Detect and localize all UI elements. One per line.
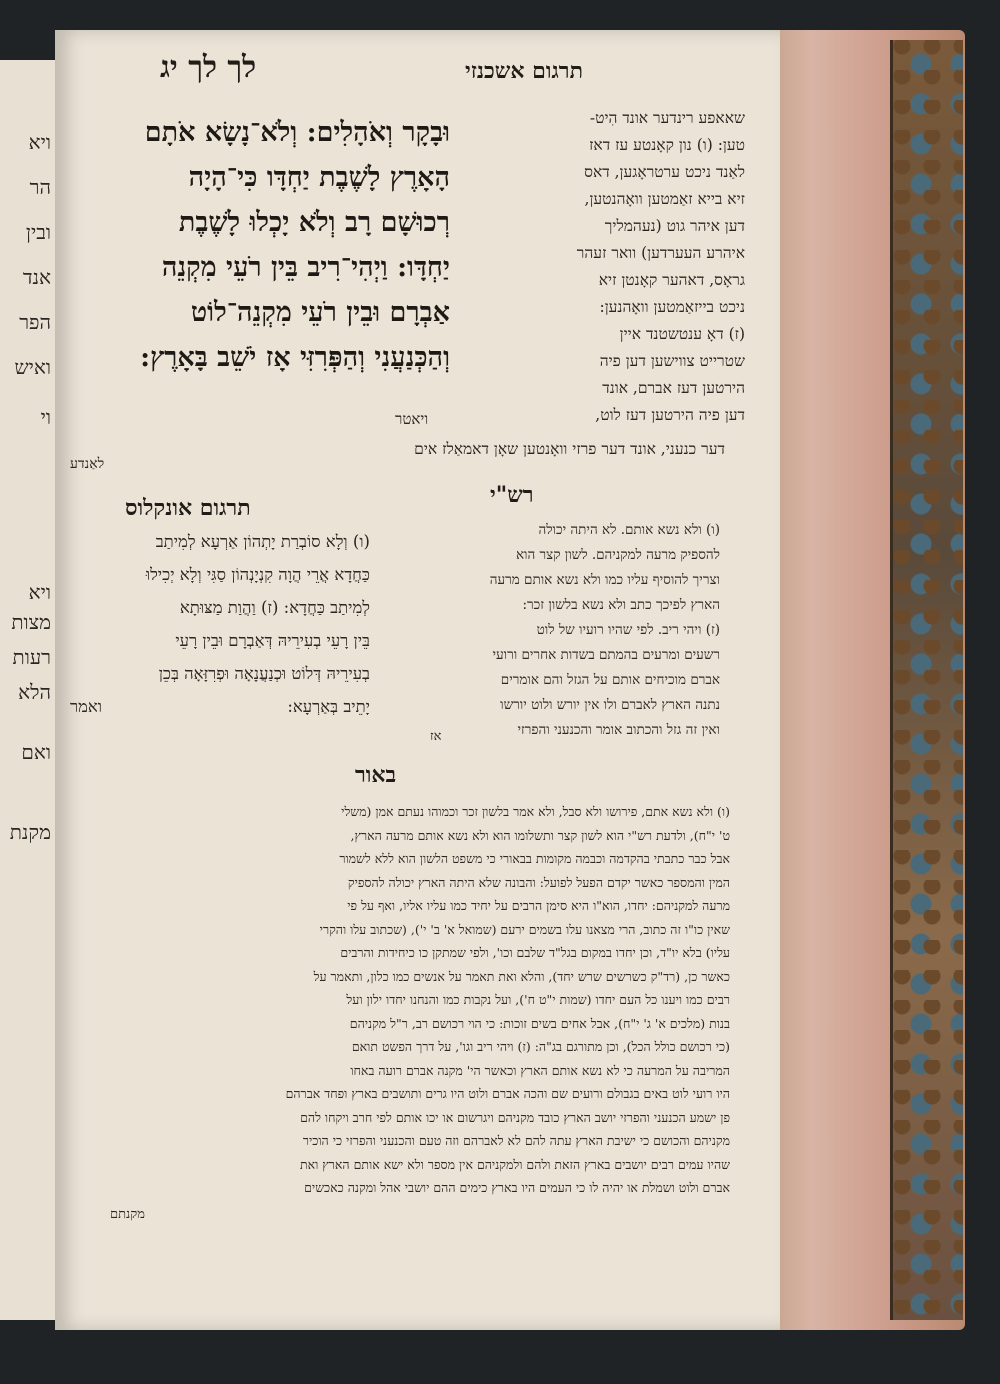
translation-line: טען: (ו) נון קאָנטע עז דאז <box>589 136 745 154</box>
left-page-fragment <box>0 60 55 1320</box>
biur-line: בנות (מלכים א' ג' י"ח), אבל אחים בשים זוכות: כי הוי רכושם רב, ר"ל מקניהם <box>349 1015 730 1031</box>
biur-line: עליו) בלא יו"ד, וכן יחדו במקום בגל"ד שלבם וכו', ולפי שמתקן כו כיחידות והרבים <box>340 945 730 960</box>
verse-text-block <box>70 110 450 380</box>
verse-line: הָאָרֶץ לָשֶׁבֶת יַחְדָּו כִּי־הָיָה <box>188 162 450 193</box>
biur-line: רבים כמו ויענו כל העם יחדו (שמות י"ט ח'), ועל נקבות כמו והנחנו יחדו ילון ועל <box>346 992 730 1007</box>
yiddish-translation-block <box>450 105 745 429</box>
translation-line: זיא בייא זאַמטען וואָהנטען, <box>584 190 745 208</box>
translation-line: הירטען דעז אברם, אונד <box>602 379 745 397</box>
onkelos-line: בְעִירֵיהּ דְּלוֹט וּכְנַעֲנָאָה וּפְרִזָּאָה בְּכֵן <box>158 664 370 683</box>
marbled-cover <box>890 40 963 1320</box>
rashi-commentary <box>375 518 720 743</box>
rashi-line: להספיק מרעה למקניהם. לשון קצר הוא <box>515 547 720 563</box>
biur-line: היו רועי לוט באים בגבולם ורועים שם והכה אברם ולוט היו גרים ותושבים בארץ ופחד אברהם <box>285 1086 730 1101</box>
biur-line: שאין כו"ו זה כתוב, הרי מצאנו עלו בשמים ירעם (שמואל א' ב' י'), (שכתוב עלו והקרי <box>319 921 730 937</box>
onkelos-line: יָתֵיב בְּאַרְעָא: <box>287 697 370 716</box>
translation-line: לאַנד ניכט ערטראָגען, דאס <box>584 163 745 181</box>
verse-line: וְהַכְּנַעֲנִי וְהַפְּרִזִּי אָז יֹשֵׁב בָּאָרֶץ: <box>140 342 450 373</box>
left-fragment-text: רעות <box>12 645 51 669</box>
rashi-line: נתנה הארץ לאברם ולו אין יורש ולוט יורשו <box>500 697 720 713</box>
rashi-line: אברם מוכיחים אותם על הגזל והם אומרים <box>500 672 720 688</box>
left-fragment-text: ויא <box>28 580 51 604</box>
onkelos-line: כַּחֲדָא אֲרֵי הֲוָה קִנְיָנְהוֹן סַגִּי וְלָא יְכִילוּ <box>145 565 370 584</box>
left-fragment-text: וי <box>40 405 51 429</box>
onkelos-line: (ו) וְלָא סוֹבְרַת יָתְהוֹן אַרְעָא לְמִיתַב <box>155 532 370 551</box>
biur-line: שהיו עמים רבים יושבים בארץ הזאת ולהם ולמקניהם אין מספר ולא ישא אותם הארץ ואת <box>299 1156 730 1172</box>
rashi-line: ואין זה גזל והכתוב אומר והכנעני והפרזי <box>517 722 720 738</box>
biur-line: (כי רכושם כולל הכל), וכן מתורגם בג"ה: (ז) ויהי ריב וגו', על דרך הפשט תואם <box>351 1039 730 1054</box>
onkelos-last-row <box>70 690 370 723</box>
translation-line: גראָס, דאהער קאָנטן זיא <box>598 271 745 289</box>
onkelos-catchword: ואמר <box>70 697 103 716</box>
biur-commentary <box>70 800 730 1200</box>
translation-line: (ז) דאָ ענטשטנד איין <box>619 325 745 343</box>
biur-line: (ו) ולא נשא אתם, פירושו ולא סבל, ולא אמר בלשון זכר וכמוהו נעתם אמן (משלי <box>341 804 730 819</box>
rashi-catchword: אז <box>430 729 442 744</box>
rashi-line: (ז) ויהי ריב. לפי שהיו רועיו של לוט <box>536 622 720 638</box>
translation-line: דען פיה הירטען דעז לוט, <box>595 406 745 424</box>
rashi-title: רש"י <box>490 482 534 508</box>
left-fragment-text: ואיש <box>14 355 51 379</box>
biur-catchword: מקנתם <box>110 1207 145 1222</box>
onkelos-line: לְמִיתַב כַּחֲדָא: (ז) וַהֲוַת מַצּוּתָא <box>179 598 370 617</box>
verse-line: יַחְדָּו: וַיְהִי־רִיב בֵּין רֹעֵי מִקְנֵה <box>161 252 450 283</box>
rashi-line: רשעים ומרעים בהמתם בשדות אחרים ורועי <box>492 647 720 663</box>
translation-line: איהרע העערדען) וואר זעהר <box>576 244 745 262</box>
right-page <box>55 30 780 1330</box>
translation-header: תרגום אשכנזי <box>465 58 584 84</box>
rashi-line: הארץ לפיכך כתב ולא נשא בלשון זכר: <box>522 597 720 613</box>
biur-line: אברם ולוט ושמלת או יהיה לו כי העמים היו בארץ כימים ההם יושבי אהל ומקנה כאכשים <box>304 1180 730 1195</box>
biur-line: פן ישמע הכנעני והפרזי יושב הארץ כובד מקניהם ויגרשום או יכו אותם לפי חרב ויקחו להם <box>300 1109 730 1125</box>
translation-continuation-line: דער כנעני, אונד דער פרזי וואָנטען שאָן דאמאַלז אים <box>414 440 725 458</box>
onkelos-line: בֵּין רָעֵי בְעִירֵיהּ דְּאַבְרָם וּבֵין רָעֵי <box>175 631 370 650</box>
verse-line: רְכוּשָׁם רָב וְלֹא יָכְלוּ לָשֶׁבֶת <box>178 207 450 238</box>
catchword-verse: ויאטר <box>395 410 429 428</box>
biur-line: מקניהם והכושם כי ישיבת הארץ עתה להם לא לאברהם וזה טעם והכנעני והפרזי כי הוכיר <box>302 1133 730 1148</box>
left-fragment-text: ויא <box>28 130 51 154</box>
left-fragment-text: ואם <box>21 740 51 764</box>
rashi-line: וצריך להוסיף עליו כמו ולא נשא אותם מרעה <box>489 572 720 588</box>
translation-line: שטרייט צווישען דען פיה <box>599 352 745 370</box>
translation-line: שאאפע רינדער אונד הִיט- <box>589 109 745 127</box>
biur-title: באור <box>355 762 397 788</box>
biur-line: אבל כבר כתבתי בהקדמה וכבמה מקומות בבאורי כי משפט הלשון הוא ללא לשמור <box>339 851 730 866</box>
left-fragment-text: אנד <box>22 265 51 289</box>
rashi-line: (ו) ולא נשא אותם. לא היתה יכולה <box>538 522 720 538</box>
biur-line: המין והמספר כאשר יקדם הפעל לפועל: והבונה שלא היתה הארץ יכולה להספיק <box>347 874 730 890</box>
biur-line: מרעה למקניהם: יחדו, הוא"ו היא סימן הרבים על יחיד כמו עליו אליו, ואף על פי <box>347 898 730 913</box>
catchword-translation: לאַנדע <box>70 456 105 472</box>
left-fragment-text: הלא <box>18 680 51 704</box>
left-fragment-text: הר <box>29 175 51 199</box>
onkelos-title: תרגום אונקלוס <box>125 495 251 521</box>
left-fragment-text: הפר <box>19 310 51 334</box>
translation-line: ניכט בייזאַמטען וואָהנען: <box>599 298 745 316</box>
verse-line: אַבְרָם וּבֵין רֹעֵי מִקְנֵה־לוֹט <box>190 297 450 328</box>
verse-line: וּבָקָר וְאֹהָלִים: וְלֹא־נָשָׂא אֹתָם <box>144 117 450 148</box>
biur-line: כאשר כן, (רד"ק כשרשים שרש יחד), והלא ואת תאמר על אנשים כמו כלון, ותאמר על <box>313 968 730 984</box>
left-fragment-text: מצות <box>11 610 51 634</box>
left-fragment-text: מקנת <box>9 820 51 844</box>
left-fragment-text: ובין <box>25 220 51 244</box>
biur-line: המריבה על המרעה כי לא נשא אותם הארץ וכאשר הי' מקנה אברם רועה באחו <box>350 1062 730 1078</box>
parsha-header: לך לך יג <box>160 50 257 85</box>
onkelos-text <box>70 525 370 723</box>
translation-line: דען איהר גוט (נעהמליך <box>604 217 745 235</box>
biur-line: ט' י"ח), ולדעת רש"י הוא לשון קצר ותשלומו הוא ולא נשא אותם מרעה הארץ, <box>350 827 730 843</box>
